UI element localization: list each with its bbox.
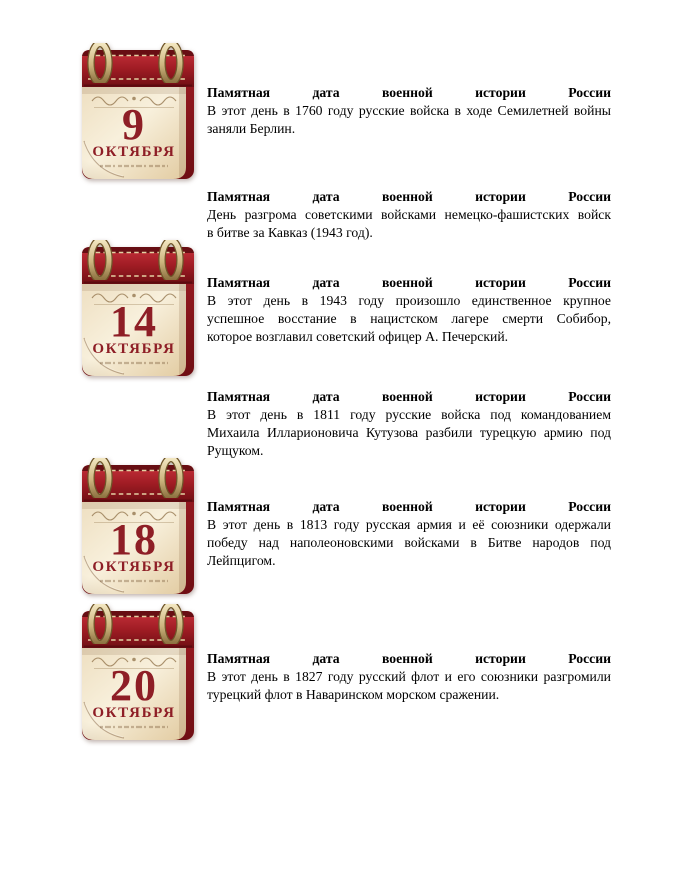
calendar-october-18 (78, 458, 198, 596)
entry-body-line: Рущуком. (207, 443, 264, 458)
entry-body-line: В этот день в 1813 году русская армия и её союзники одержали (207, 517, 611, 532)
tear-off-calendar-icon (78, 458, 198, 596)
calendar-october-9 (78, 43, 198, 181)
entry-block-5 (207, 498, 611, 570)
entry-block-2 (207, 188, 611, 242)
tear-off-calendar-icon (78, 43, 198, 181)
entry-body-line: В этот день в 1811 году русские войска под командованием (207, 407, 611, 422)
entry-body-line: турецкий флот в Наваринском морском сражении. (207, 687, 500, 702)
entry-body-line: В этот день в 1943 году произошло единственное крупное (207, 293, 611, 308)
calendar-month-label: ОКТЯБРЯ (92, 341, 176, 357)
entry-heading: Памятная дата военной истории России (207, 189, 611, 204)
entry-body-line: Лейпцигом. (207, 553, 276, 568)
calendar-october-14 (78, 240, 198, 378)
entry-body-line: В этот день в 1760 году русские войска в ходе Семилетней войны (207, 103, 611, 118)
calendar-day-number: 9 (122, 100, 146, 149)
entry-heading: Памятная дата военной истории России (207, 499, 611, 514)
entry-block-1 (207, 84, 611, 138)
entry-body-line: в битве за Кавказ (1943 год). (207, 225, 373, 240)
entry-body-line: День разгрома советскими войсками немецко-фашистских войск (207, 207, 611, 222)
entry-heading: Памятная дата военной истории России (207, 85, 611, 100)
entry-heading: Памятная дата военной истории России (207, 275, 611, 290)
tear-off-calendar-icon (78, 240, 198, 378)
calendar-month-label: ОКТЯБРЯ (92, 705, 176, 721)
calendar-month-label: ОКТЯБРЯ (92, 144, 176, 160)
entry-block-3 (207, 274, 611, 346)
calendar-day-number: 14 (110, 297, 158, 346)
entry-block-4 (207, 388, 611, 460)
entry-body-line: успешное восстание в нацистском лагере смерти Собибор, (207, 311, 611, 326)
entry-body-line: Михаила Илларионовича Кутузова разбили турецкую армию под (207, 425, 611, 440)
entry-body-line: победу над наполеоновскими войсками в Битве народов под (207, 535, 611, 550)
calendar-day-number: 18 (110, 515, 158, 564)
tear-off-calendar-icon (78, 604, 198, 742)
calendar-month-label: ОКТЯБРЯ (92, 559, 176, 575)
entry-block-6 (207, 650, 611, 704)
entry-heading: Памятная дата военной истории России (207, 389, 611, 404)
entry-body-line: которое возглавил советский офицер А. Печерский. (207, 329, 509, 344)
calendar-day-number: 20 (110, 661, 158, 710)
calendar-october-20 (78, 604, 198, 742)
entry-body-line: заняли Берлин. (207, 121, 296, 136)
entry-heading: Памятная дата военной истории России (207, 651, 611, 666)
entry-body-line: В этот день в 1827 году русский флот и его союзники разгромили (207, 669, 611, 684)
